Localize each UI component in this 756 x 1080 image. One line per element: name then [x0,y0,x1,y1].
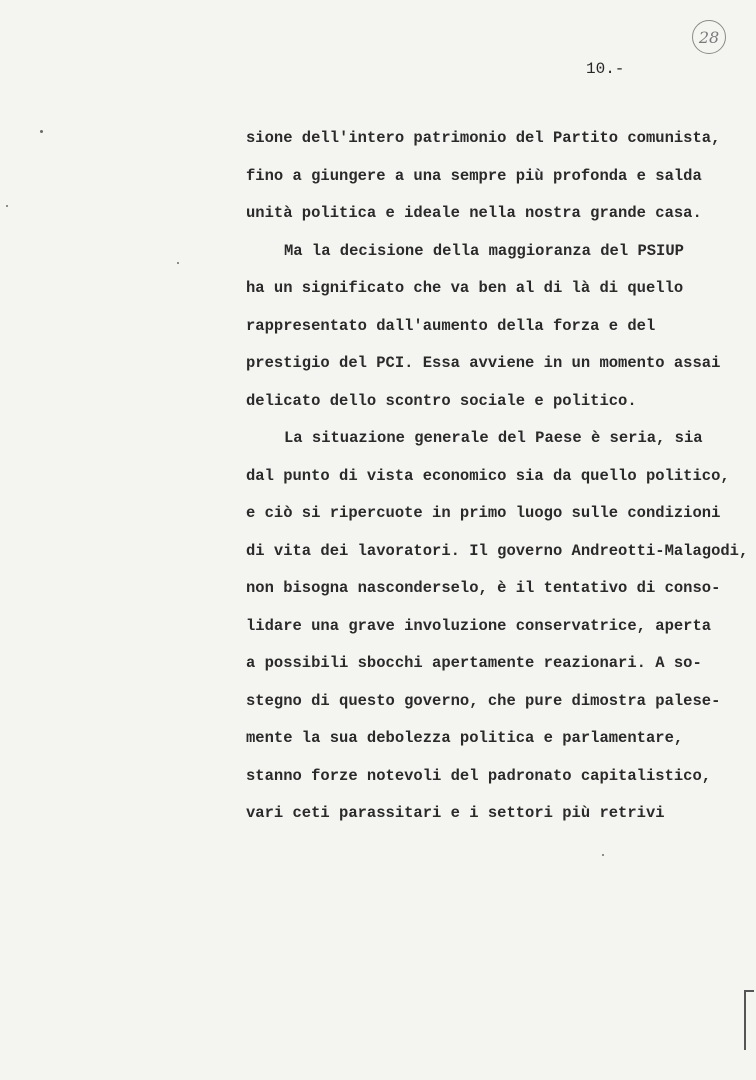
text-line: non bisogna nasconderselo, è il tentativo di conso- [246,579,721,597]
scan-speck [177,262,179,264]
text-line: mente la sua debolezza politica e parlamentare, [246,729,684,747]
scan-edge-mark [744,990,746,1050]
scan-speck [6,205,8,207]
text-line: ha un significato che va ben al di là di quello [246,279,684,297]
text-line: di vita dei lavoratori. Il governo Andreotti-Malagodi, [246,541,749,560]
archive-stamp [692,20,726,54]
text-line: sione dell'intero patrimonio del Partito comunista, [246,129,721,147]
scan-edge-mark [744,990,754,992]
text-line: fino a giungere a una sempre più profonda e salda [246,166,702,185]
text-line: stanno forze notevoli del padronato capitalistico, [246,766,712,785]
text-line: Ma la decisione della maggioranza del PSIUP [284,241,684,260]
text-line: lidare una grave involuzione conservatrice, aperta [246,616,712,635]
text-line: e ciò si ripercuote in primo luogo sulle condizioni [246,504,721,522]
scan-speck [40,130,43,133]
body-text [246,120,756,833]
page-number: 10.- [586,60,625,78]
text-line: a possibili sbocchi apertamente reazionari. A so- [246,654,702,672]
text-line: vari ceti parassitari e i settori più retrivi [246,804,665,822]
scan-speck [602,854,604,856]
text-line: La situazione generale del Paese è seria, sia [284,429,703,447]
text-line: unità politica e ideale nella nostra grande casa. [246,204,702,222]
text-line: prestigio del PCI. Essa avviene in un momento assai [246,354,721,372]
stamp-number: 28 [698,27,720,47]
text-line: stegno di questo governo, che pure dimostra palese- [246,691,721,710]
text-line: dal punto di vista economico sia da quello politico, [246,466,730,485]
text-line: rappresentato dall'aumento della forza e del [246,316,656,335]
text-line: delicato dello scontro sociale e politico. [246,391,637,410]
